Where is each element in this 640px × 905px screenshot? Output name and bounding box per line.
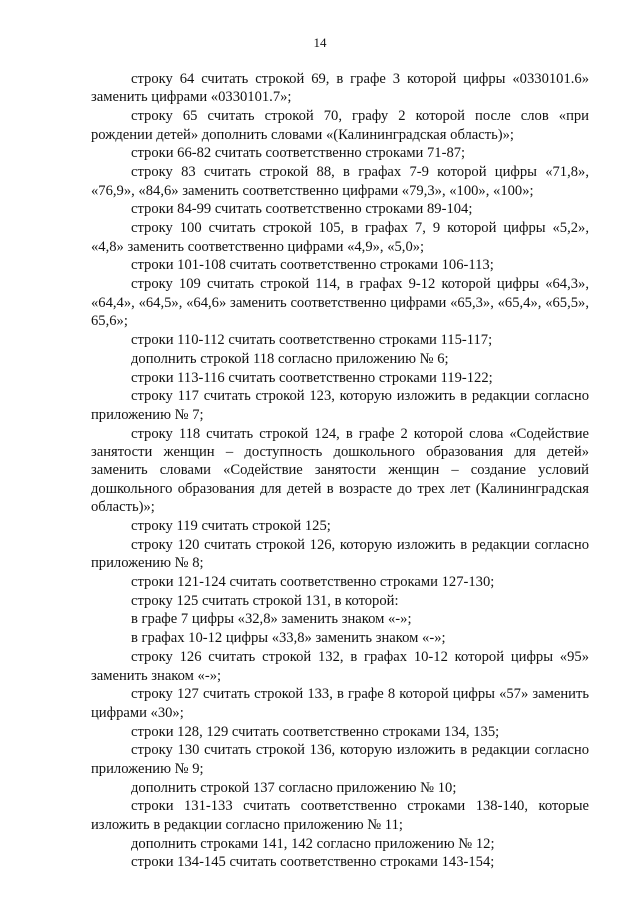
paragraph: строку 127 считать строкой 133, в графе 8 которой цифры «57» заменить цифрами «30»;: [91, 686, 589, 721]
paragraph: строку 119 считать строкой 125;: [131, 517, 331, 534]
paragraph: строки 134-145 считать соответственно строками 143-154;: [131, 854, 495, 871]
paragraph: строку 117 считать строкой 123, которую изложить в редакции согласно приложению № 7;: [91, 388, 589, 423]
paragraph: строку 130 считать строкой 136, которую изложить в редакции согласно приложению № 9;: [91, 742, 589, 777]
paragraph: строку 83 считать строкой 88, в графах 7-9 которой цифры «71,8», «76,9», «84,6» заменить соответственно цифрами «79,3», «100», «100»;: [91, 164, 589, 199]
paragraph: строки 110-112 считать соответственно строками 115-117;: [131, 331, 493, 348]
paragraph: строку 118 считать строкой 124, в графе 2 которой слова «Содействие занятости женщин – доступность дошкольного образования для детей» заменить словами «Содействие занятости женщин – создание условий дошкольного образования для детей в возрасте до трех лет (Калининградская область)»;: [91, 425, 589, 515]
paragraph: строку 126 считать строкой 132, в графах 10-12 которой цифры «95» заменить знаком «-»;: [91, 649, 589, 684]
paragraph: строки 128, 129 считать соответственно строками 134, 135;: [131, 723, 500, 740]
paragraph: дополнить строкой 118 согласно приложению № 6;: [131, 350, 449, 367]
paragraph: в графах 10-12 цифры «33,8» заменить знаком «-»;: [131, 630, 446, 647]
paragraph: строки 66-82 считать соответственно строками 71-87;: [131, 145, 466, 162]
paragraph: строки 131-133 считать соответственно строками 138-140, которые изложить в редакции согласно приложению № 11;: [91, 798, 589, 833]
paragraph: дополнить строками 141, 142 согласно приложению № 12;: [131, 835, 495, 852]
document-text-body: [91, 70, 589, 872]
paragraph: строку 100 считать строкой 105, в графах 7, 9 которой цифры «5,2», «4,8» заменить соответственно цифрами «4,9», «5,0»;: [91, 220, 589, 255]
paragraph: строку 64 считать строкой 69, в графе 3 которой цифры «0330101.6» заменить цифрами «0330101.7»;: [91, 71, 589, 106]
paragraph: строки 101-108 считать соответственно строками 106-113;: [131, 257, 494, 274]
paragraph: строки 121-124 считать соответственно строками 127-130;: [131, 573, 495, 590]
paragraph: строку 120 считать строкой 126, которую изложить в редакции согласно приложению № 8;: [91, 536, 589, 571]
paragraph: дополнить строкой 137 согласно приложению № 10;: [131, 779, 457, 796]
paragraph: строки 84-99 считать соответственно строками 89-104;: [131, 201, 473, 218]
paragraph: строки 113-116 считать соответственно строками 119-122;: [131, 369, 493, 386]
paragraph: строку 109 считать строкой 114, в графах 9-12 которой цифры «64,3», «64,4», «64,5», «64,6» заменить соответственно цифрами «65,3», «65,4», «65,5», 65,6»;: [91, 276, 589, 329]
page-number: 14: [313, 35, 327, 50]
paragraph: строку 125 считать строкой 131, в которой:: [131, 592, 399, 609]
paragraph: строку 65 считать строкой 70, графу 2 которой после слов «при рождении детей» дополнить словами «(Калининградская область)»;: [91, 108, 589, 143]
paragraph: в графе 7 цифры «32,8» заменить знаком «-»;: [131, 611, 412, 628]
